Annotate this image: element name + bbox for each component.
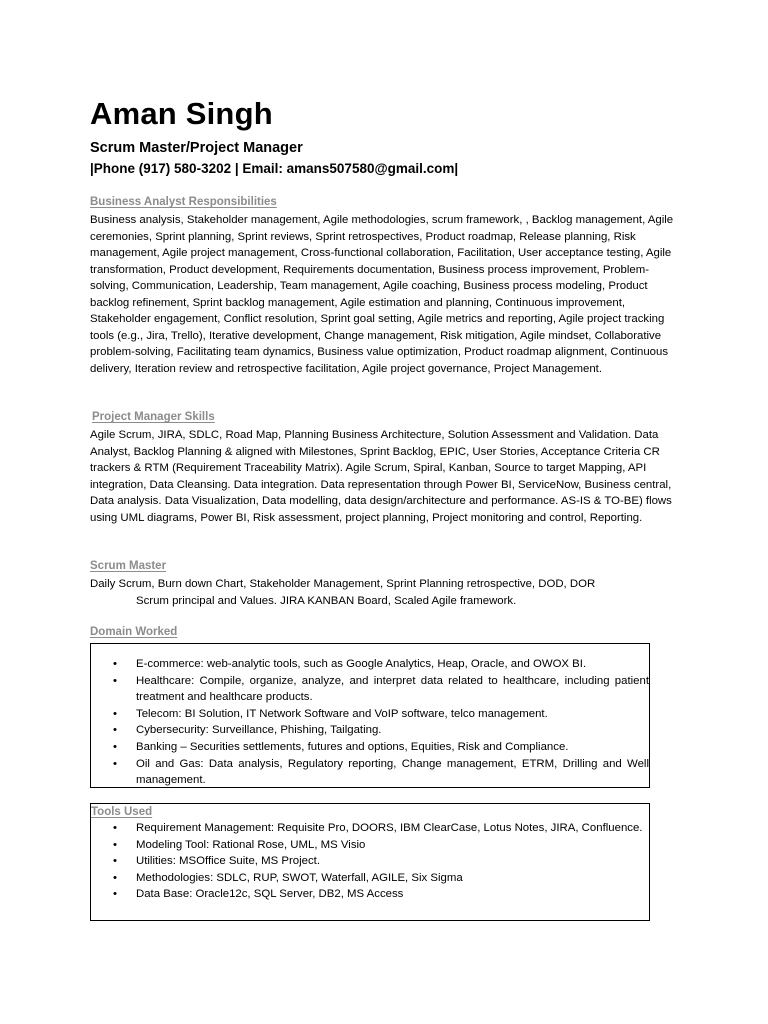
sm-heading: Scrum Master: [90, 560, 167, 572]
list-item: • Healthcare: Compile, organize, analyze, and interpret data related to healthcare, including patient treatment and healthcare products.: [113, 674, 649, 704]
list-item: • Requirement Management: Requisite Pro, DOORS, IBM ClearCase, Lotus Notes, JIRA, Confluence.: [91, 820, 649, 837]
list-item: • Modeling Tool: Rational Rose, UML, MS Visio: [91, 837, 649, 854]
list-item: • Data Base: Oracle12c, SQL Server, DB2, MS Access: [91, 886, 649, 903]
pm-text: Agile Scrum, JIRA, SDLC, Road Map, Planning Business Architecture, Solution Assessment and Validation. Data Analyst, Backlog Planning & aligned with Milestones, Sprint Backlog, EPIC, User Stories, Acceptance Criteria CR trackers & RTM (Requirement Traceability Matrix). Agile Scrum, Spiral, Kanban, Source to target Mapping, API integration, Data Cleansing. Data integration. Data representation through Power BI, ServiceNow, Business central, Data analysis. Data Visualization, Data modelling, data design/architecture and performance. AS-IS & TO-BE) flows using UML diagrams, Power BI, Risk assessment, project planning, Project monitoring and control, Reporting.: [90, 429, 672, 524]
domain-list: [91, 656, 649, 789]
ba-heading: Business Analyst Responsibilities: [90, 196, 277, 208]
ba-text: Business analysis, Stakeholder management, Agile methodologies, scrum framework, , Backlog management, Agile ceremonies, Sprint planning, Sprint reviews, Sprint retrospectives, Product roadmap, Release planning, Risk management, Agile project management, Cross-functional collaboration, Facilitation, User acceptance testing, Agile transformation, Product development, Requirements documentation, Business process improvement, Problem-solving, Communication, Leadership, Team management, Agile coaching, Business process modeling, Product backlog refinement, Sprint backlog management, Agile estimation and planning, Continuous improvement, Stakeholder engagement, Conflict resolution, Sprint goal setting, Agile metrics and reporting, Agile project tracking tools (e.g., Jira, Trello), Iterative development, Change management, Risk mitigation, Agile mindset, Collaborative problem-solving, Facilitating team dynamics, Business value optimization, Product roadmap alignment, Continuous delivery, Iteration review and retrospective facilitation, Agile project governance, Project Management.: [90, 214, 674, 375]
bullet-icon: •: [113, 838, 117, 851]
list-item: • Telecom: BI Solution, IT Network Software and VoIP software, telco management.: [91, 706, 649, 723]
list-item: • Cybersecurity: Surveillance, Phishing, Tailgating.: [91, 722, 649, 739]
bullet-icon: •: [113, 822, 117, 834]
candidate-role: Scrum Master/Project Manager: [90, 140, 303, 156]
bullet-icon: •: [113, 707, 117, 720]
bullet-icon: •: [113, 658, 117, 670]
list-item: • Utilities: MSOffice Suite, MS Project.: [91, 853, 649, 870]
bullet-icon: •: [113, 724, 117, 737]
domain-heading: Domain Worked: [90, 626, 178, 638]
list-item: • E-commerce: web-analytic tools, such as Google Analytics, Heap, Oracle, and OWOX BI.: [91, 656, 649, 673]
candidate-name: Aman Singh: [90, 96, 273, 131]
bullet-icon: •: [113, 757, 117, 770]
sm-line-2: Scrum principal and Values. JIRA KANBAN Board, Scaled Agile framework.: [136, 594, 517, 607]
bullet-icon: •: [113, 855, 117, 868]
pm-heading: Project Manager Skills: [92, 411, 215, 423]
bullet-icon: •: [113, 871, 117, 884]
list-item: • Banking – Securities settlements, futures and options, Equities, Risk and Compliance.: [91, 739, 649, 756]
tools-box: [90, 803, 650, 921]
tools-heading: Tools Used: [91, 806, 153, 818]
domain-box: [90, 643, 650, 788]
list-item: • Oil and Gas: Data analysis, Regulatory reporting, Change management, ETRM, Drilling and Well management.: [113, 757, 649, 787]
sm-text: [90, 576, 680, 609]
bullet-icon: •: [113, 674, 117, 687]
bullet-icon: •: [113, 740, 117, 753]
contact-line: |Phone (917) 580-3202 | Email: amans507580@gmail.com|: [90, 161, 459, 176]
sm-line-1: Daily Scrum, Burn down Chart, Stakeholder Management, Sprint Planning retrospective, DOD, DOR: [90, 578, 596, 590]
bullet-icon: •: [113, 888, 117, 901]
tools-list: [91, 820, 649, 903]
list-item: • Methodologies: SDLC, RUP, SWOT, Waterfall, AGILE, Six Sigma: [91, 870, 649, 887]
